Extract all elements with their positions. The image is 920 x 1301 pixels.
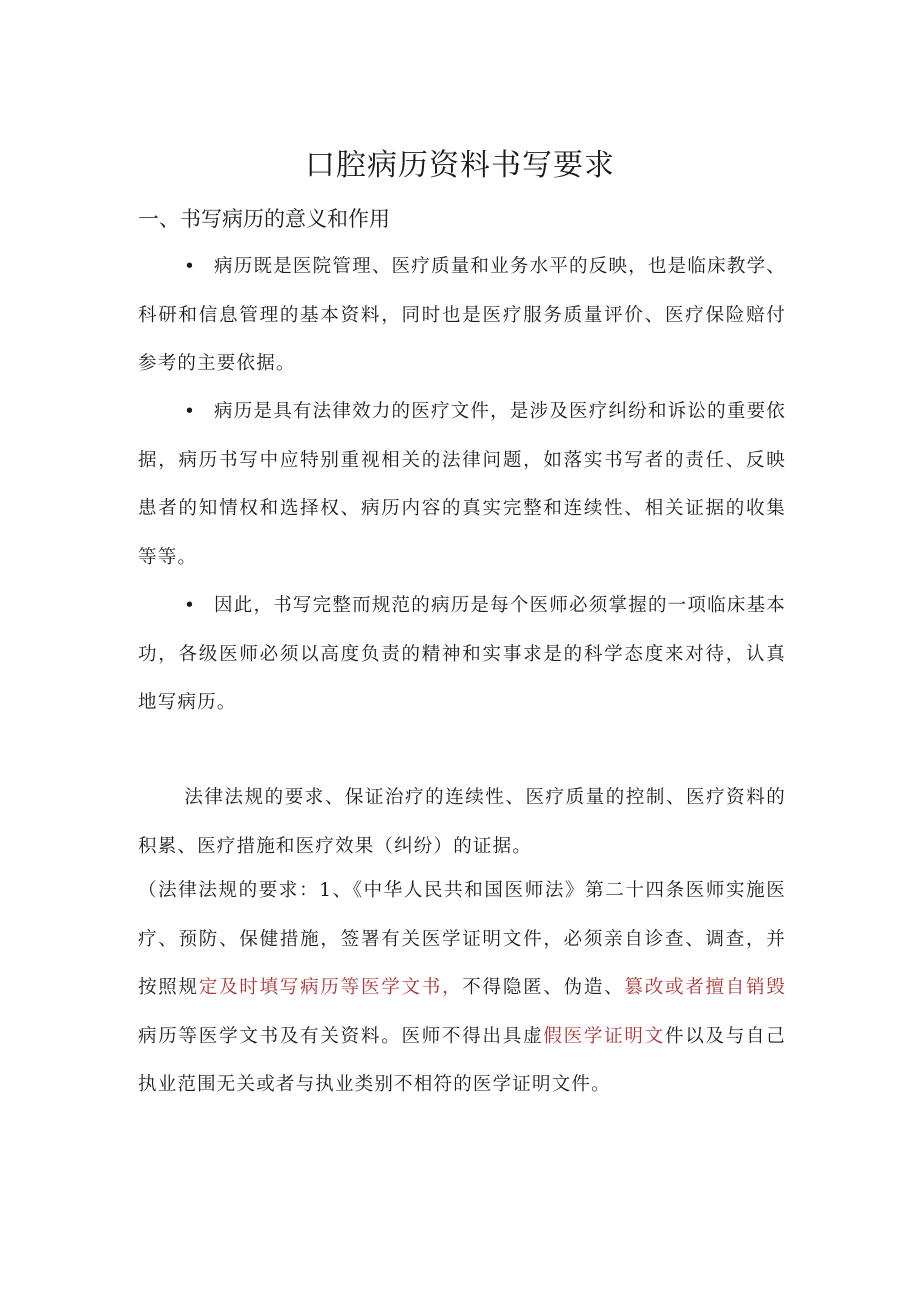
summary-paragraph <box>138 774 786 871</box>
bullet-marker: • <box>184 401 197 422</box>
bullet-marker: • <box>184 256 197 277</box>
bullet-paragraph <box>138 582 786 728</box>
summary-text: 法律法规的要求、保证治疗的连续性、医疗质量的控制、医疗资料的积累、医疗措施和医疗效果（纠纷）的证据。 <box>138 787 786 857</box>
legal-text: 病历等医学文书及有关资料。医师不得出具虚 <box>138 1025 544 1047</box>
bullet-text: 因此，书写完整而规范的病历是每个医师必须掌握的一项临床基本功，各级医师必须以高度负责的精神和实事求是的科学态度来对待，认真地写病历。 <box>138 595 786 713</box>
bullet-paragraph <box>138 243 786 389</box>
legal-paragraph <box>138 867 786 1110</box>
bullet-text: 病历是具有法律效力的医疗文件，是涉及医疗纠纷和诉讼的重要依据，病历书写中应特别重视相关的法律问题，如落实书写者的责任、反映患者的知情权和选择权、病历内容的真实完整和连续性、相关证据的收集等等。 <box>138 401 786 568</box>
legal-text: （法律法规的要求：1、《中华人民共和国医师法》第二十四条医师实施医疗、预防、保健措施，签署有关医学证明文件，必须亲自诊查、调查，并按照规 <box>138 880 786 998</box>
section-heading: 一、书写病历的意义和作用 <box>138 207 390 231</box>
legal-text: 件以及与自己执业范围无关或者与执业类别不相符的医学证明文件。 <box>138 1025 786 1095</box>
highlighted-text: 定及时填写病历等医学文书， <box>198 977 463 998</box>
highlighted-text: 篡改或者擅自销毁 <box>624 977 786 998</box>
legal-text: 不得隐匿、伪造、 <box>462 977 625 998</box>
bullet-text: 病历既是医院管理、医疗质量和业务水平的反映，也是临床教学、科研和信息管理的基本资料，同时也是医疗服务质量评价、医疗保险赔付参考的主要依据。 <box>138 256 786 374</box>
page-title: 口腔病历资料书写要求 <box>305 148 615 183</box>
highlighted-text: 假医学证明文 <box>543 1025 665 1047</box>
bullet-paragraph <box>138 388 786 582</box>
bullet-marker: • <box>184 595 197 616</box>
